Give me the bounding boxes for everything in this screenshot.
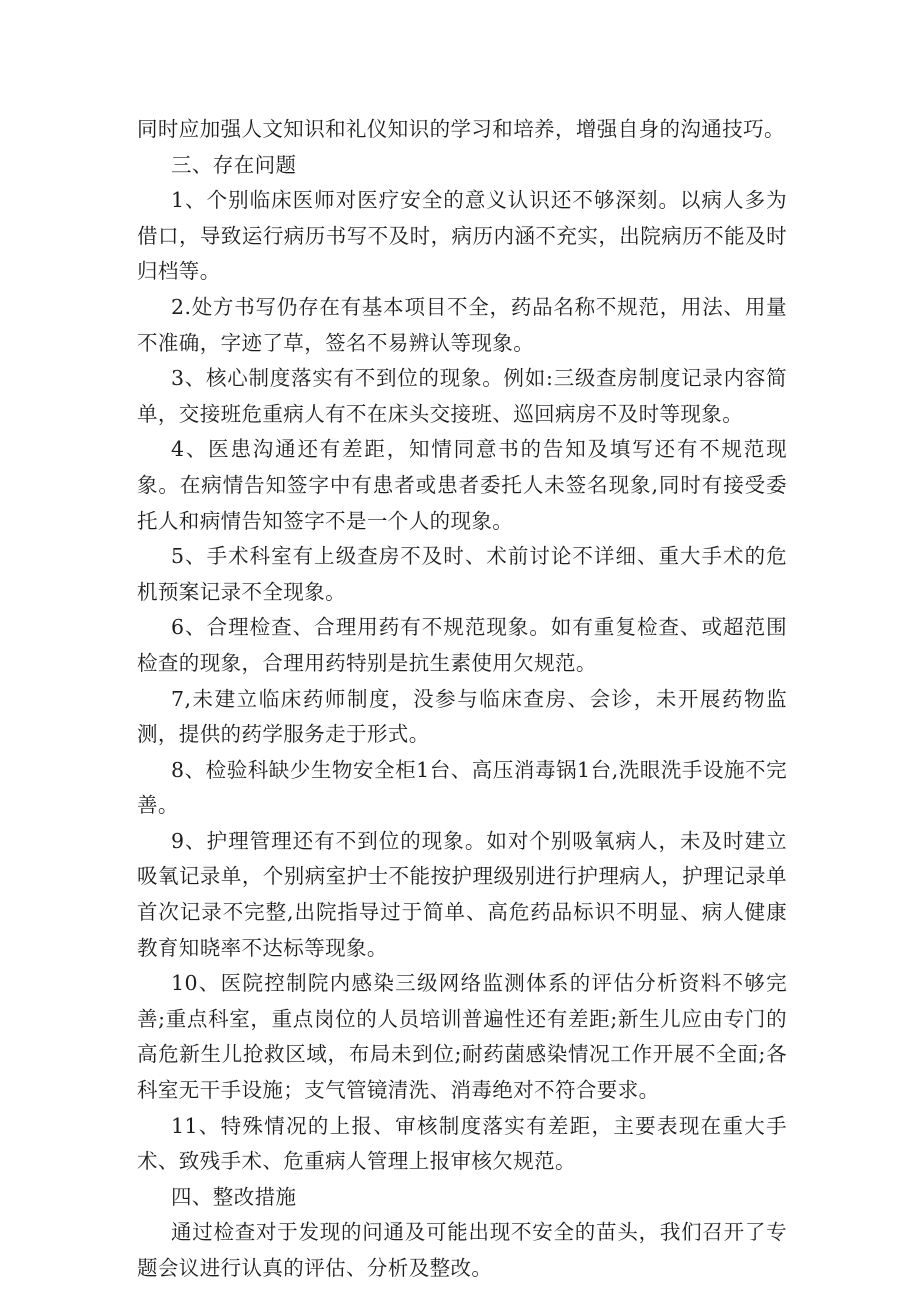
problem-item-6: 6、合理检查、合理用药有不规范现象。如有重复检查、或超范围检查的现象，合理用药特别是抗生素使用欠规范。 (137, 615, 787, 675)
document-body (137, 112, 787, 1287)
measures-paragraph: 通过检查对于发现的问通及可能出现不安全的苗头，我们召开了专题会议进行认真的评估、分析及整改。 (137, 1220, 787, 1280)
problem-item-2: 2.处方书写仍存在有基本项目不全，药品名称不规范，用法、用量不准确，字迹了草，签名不易辨认等现象。 (137, 294, 787, 355)
section-heading-problems: 三、存在问题 (171, 152, 297, 177)
problem-item-4: 4、医患沟通还有差距，知情同意书的告知及填写还有不规范现象。在病情告知签字中有患者或患者委托人未签名现象,同时有接受委托人和病情告知签字不是一个人的现象。 (137, 437, 787, 533)
problem-item-8: 8、检验科缺少生物安全柜1台、高压消毒锅1台,洗眼洗手设施不完善。 (137, 757, 787, 818)
problem-item-3: 3、核心制度落实有不到位的现象。例如:三级查房制度记录内容简单，交接班危重病人有不在床头交接班、巡回病房不及时等现象。 (137, 366, 787, 426)
problem-item-9: 9、护理管理还有不到位的现象。如对个别吸氧病人，未及时建立吸氧记录单，个别病室护士不能按护理级别进行护理病人，护理记录单首次记录不完整,出院指导过于简单、高危药品标识不明显、病人健康教育知晓率不达标等现象。 (137, 828, 787, 960)
section-heading-measures: 四、整改措施 (171, 1184, 297, 1209)
problem-item-11: 11、特殊情况的上报、审核制度落实有差距，主要表现在重大手术、致残手术、危重病人管理上报审核欠规范。 (137, 1113, 787, 1174)
problem-item-5: 5、手术科室有上级查房不及时、术前讨论不详细、重大手术的危机预案记录不全现象。 (137, 544, 787, 604)
problem-item-7: 7,未建立临床药师制度，没参与临床查房、会诊，未开展药物监测，提供的药学服务走于形式。 (137, 686, 787, 747)
paragraph-continuation: 同时应加强人文知识和礼仪知识的学习和培养，增强自身的沟通技巧。 (137, 117, 785, 141)
problem-item-10: 10、医院控制院内感染三级网络监测体系的评估分析资料不够完善;重点科室，重点岗位的人员培训普遍性还有差距;新生儿应由专门的高危新生儿抢救区域，布局未到位;耐药菌感染情况工作开展不全面;各科室无干手设施；支气管镜清洗、消毒绝对不符合要求。 (137, 971, 787, 1103)
problem-item-1: 1、个别临床医师对医疗安全的意义认识还不够深刻。以病人多为借口，导致运行病历书写不及时，病历内涵不充实，出院病历不能及时归档等。 (137, 188, 787, 284)
